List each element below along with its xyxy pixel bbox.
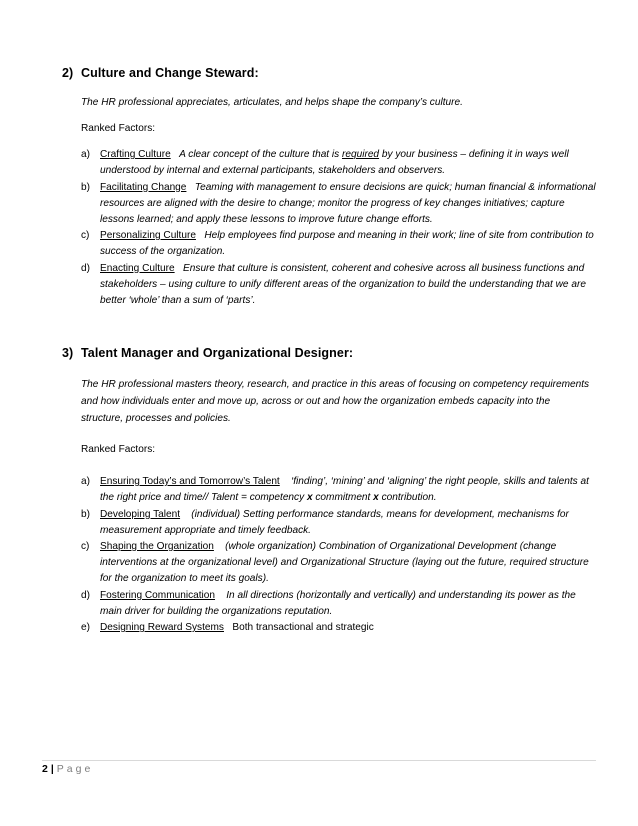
factor-description: Teaming with management to ensure decisions are quick; human financial & informational resources are aligned with the desire to change; monitor the progress of key changes initiatives; capture lessons learned; and apply these lessons to improve future change efforts.	[100, 181, 596, 225]
list-marker: b)	[81, 181, 90, 193]
list-item	[81, 147, 596, 179]
list-marker: e)	[81, 622, 90, 633]
factor-desc-underlined: required	[342, 149, 380, 160]
factor-description: (individual) Setting performance standards, means for development, mechanisms for measurement appropriate and timely feedback.	[100, 508, 569, 536]
factor-description: (whole organization) Combination of Organizational Development (change interventions at the organizational level) and Organizational Structure (laying out the future, required structure for the organization to meet its goals).	[100, 541, 589, 584]
list-item	[81, 507, 596, 539]
list-item	[81, 180, 596, 228]
factor-description	[100, 149, 569, 176]
section-3-number: 3)	[62, 346, 74, 360]
section-3-intro: The HR professional masters theory, research, and practice in this areas of focusing on competency requirements and how individuals enter and move up, across or out and how the organization embeds capacity into the structure, processes and policies.	[81, 379, 590, 424]
list-marker: a)	[81, 149, 90, 160]
list-item	[81, 228, 596, 260]
list-marker: a)	[81, 476, 90, 487]
footer-separator: |	[50, 763, 54, 775]
factor-desc-text: ‘finding’, ‘mining’ and ‘aligning’ the right people, skills and talents at the right price and time// Talent = competency	[100, 476, 589, 503]
list-marker: c)	[81, 541, 90, 552]
section-2-intro: The HR professional appreciates, articulates, and helps shape the company’s culture.	[81, 97, 463, 108]
list-item	[81, 261, 596, 309]
section-2-number: 2)	[62, 66, 74, 80]
factor-term: Shaping the Organization	[100, 541, 214, 552]
section-2-heading	[62, 66, 259, 80]
section-2-title: Culture and Change Steward:	[81, 66, 259, 80]
factor-desc-text: A clear concept of the culture that is	[179, 149, 343, 160]
section-3-title: Talent Manager and Organizational Designer:	[81, 346, 354, 360]
factor-description: Both transactional and strategic	[232, 622, 374, 633]
list-item	[81, 539, 596, 587]
list-item	[81, 474, 596, 506]
factor-description: In all directions (horizontally and vertically) and understanding its power as the main driver for building the organizations reputation.	[100, 589, 576, 617]
multiply-operator: x	[306, 492, 313, 503]
list-marker: b)	[81, 508, 90, 520]
section-2-factor-list	[81, 147, 596, 309]
section-3-ranked-label: Ranked Factors:	[81, 444, 156, 455]
multiply-operator: x	[373, 492, 379, 503]
list-item	[81, 620, 596, 636]
factor-term: Designing Reward Systems	[100, 622, 224, 633]
factor-term: Crafting Culture	[100, 149, 171, 160]
list-item	[81, 588, 596, 620]
factor-desc-text: contribution.	[378, 492, 437, 503]
list-marker: d)	[81, 589, 90, 601]
factor-term: Facilitating Change	[100, 181, 187, 193]
factor-term: Fostering Communication	[100, 589, 216, 601]
factor-desc-text: commitment	[312, 492, 374, 503]
page-label: Page	[56, 763, 94, 775]
factor-term: Ensuring Today’s and Tomorrow’s Talent	[100, 476, 280, 487]
factor-description: Help employees find purpose and meaning in their work; line of site from contribution to success of the organization.	[100, 230, 594, 257]
section-3-factor-list	[81, 474, 596, 637]
list-marker: c)	[81, 230, 90, 241]
factor-term: Enacting Culture	[100, 262, 175, 274]
section-3-heading	[62, 346, 353, 360]
factor-desc-text: by your business – defining it in ways well understood by internal and external participants, stakeholders and observers.	[100, 149, 569, 176]
section-2-ranked-label: Ranked Factors:	[81, 123, 156, 134]
factor-term: Personalizing Culture	[100, 230, 196, 241]
page-number: 2	[42, 763, 48, 775]
footer-divider	[42, 760, 596, 761]
list-marker: d)	[81, 262, 90, 274]
page-footer	[42, 763, 93, 775]
factor-term: Developing Talent	[100, 508, 181, 520]
factor-description: Ensure that culture is consistent, coherent and cohesive across all business functions and stakeholders – using culture to unify different areas of the organization to build the understanding that we are better ‘whole’ than a sum of ‘parts’.	[100, 262, 586, 306]
